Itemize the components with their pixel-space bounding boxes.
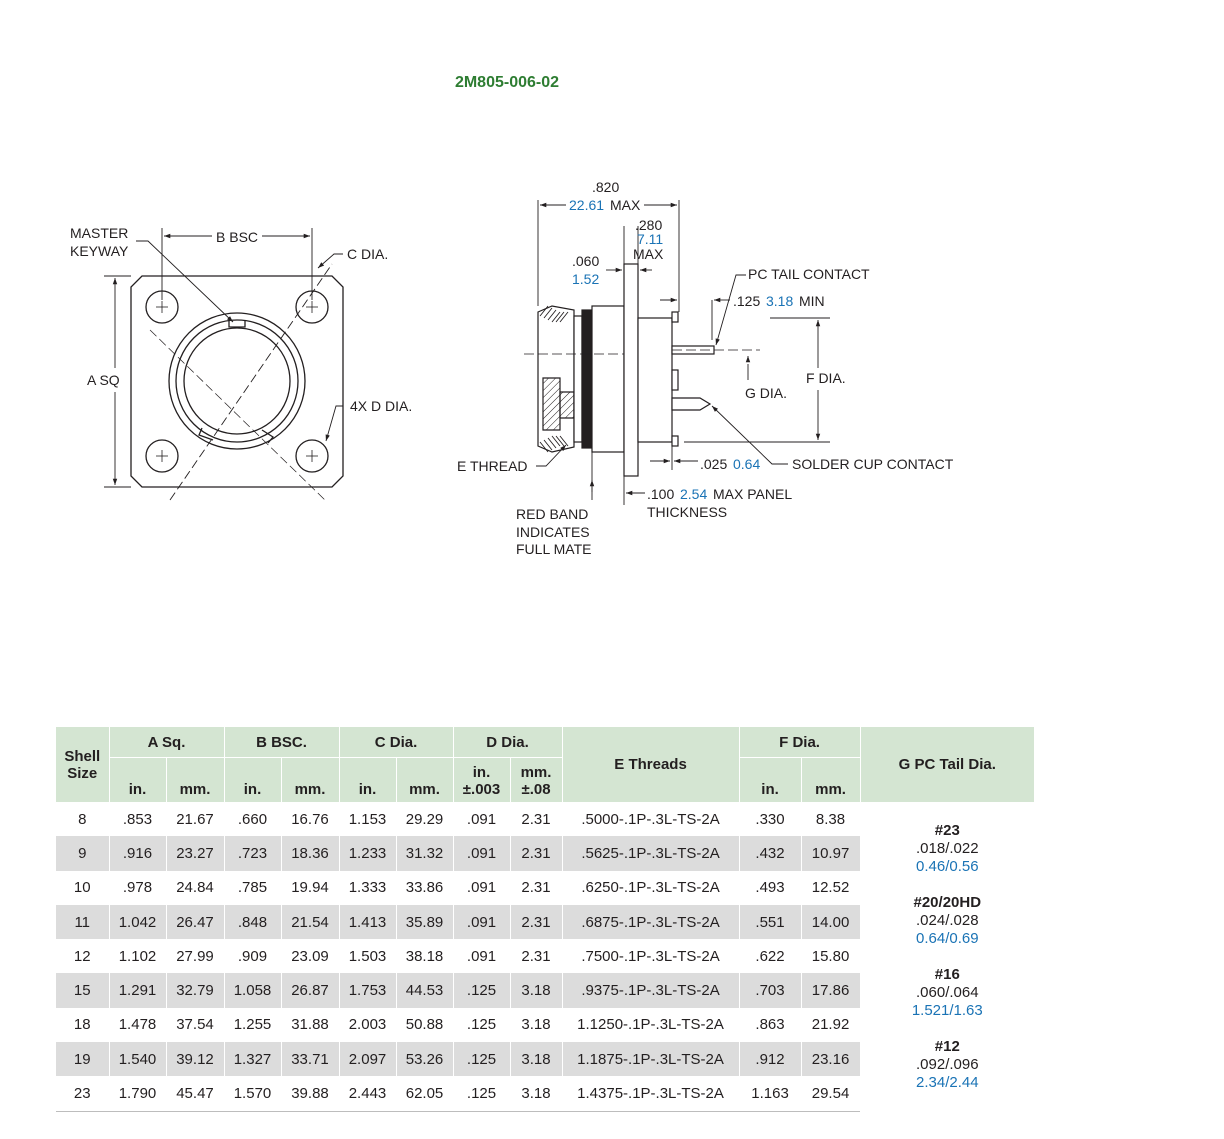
cell-d-in: .125 <box>453 1076 510 1111</box>
insert-face <box>184 328 290 434</box>
d-dia-label: 4X D DIA. <box>350 398 413 414</box>
g-dia-label: G DIA. <box>745 385 788 401</box>
cell-b-in: .785 <box>224 871 281 905</box>
cell-c-mm: 33.86 <box>396 871 453 905</box>
g-tail-entry <box>861 1038 1035 1092</box>
cell-f-mm: 12.52 <box>801 871 860 905</box>
cell-b-in: .909 <box>224 939 281 973</box>
cell-f-mm: 10.97 <box>801 836 860 870</box>
side-view <box>524 264 760 476</box>
overall-length-mm: 22.61 <box>569 197 605 213</box>
header-b-mm: mm. <box>281 758 339 803</box>
cell-b-in: 1.327 <box>224 1042 281 1076</box>
solder-cup-label: SOLDER CUP CONTACT <box>792 456 954 472</box>
cell-f-in: .330 <box>739 802 801 836</box>
header-b-bsc: B BSC. <box>224 727 339 758</box>
cell-d-in: .125 <box>453 1008 510 1042</box>
pc-min-in: .125 <box>733 293 761 309</box>
cell-f-mm: 14.00 <box>801 905 860 939</box>
cell-d-mm: 3.18 <box>510 1042 562 1076</box>
cell-c-mm: 44.53 <box>396 973 453 1007</box>
header-a-in: in. <box>109 758 166 803</box>
cell-a-in: 1.102 <box>109 939 166 973</box>
cell-e-thread: 1.1250-.1P-.3L-TS-2A <box>562 1008 739 1042</box>
c-dia-label: C DIA. <box>347 246 389 262</box>
front-view <box>131 264 343 500</box>
cell-c-in: 1.413 <box>339 905 396 939</box>
cell-a-in: 1.790 <box>109 1076 166 1111</box>
panel-dim-mm: 2.54 <box>680 486 708 502</box>
header-c-mm: mm. <box>396 758 453 803</box>
cell-e-thread: 1.4375-.1P-.3L-TS-2A <box>562 1076 739 1111</box>
cell-b-mm: 33.71 <box>281 1042 339 1076</box>
g-tail-mm: 0.64/0.69 <box>916 930 979 947</box>
g-tail-in: .024/.028 <box>916 912 979 929</box>
cell-e-thread: .9375-.1P-.3L-TS-2A <box>562 973 739 1007</box>
cell-f-in: 1.163 <box>739 1076 801 1111</box>
solder-dim-mm: 0.64 <box>733 456 761 472</box>
cell-c-mm: 50.88 <box>396 1008 453 1042</box>
rear-body <box>638 318 672 442</box>
cell-d-mm: 2.31 <box>510 802 562 836</box>
cell-b-in: .723 <box>224 836 281 870</box>
panel-label-2: THICKNESS <box>647 504 728 520</box>
cell-a-mm: 39.12 <box>166 1042 224 1076</box>
cell-c-mm: 29.29 <box>396 802 453 836</box>
cell-f-mm: 15.80 <box>801 939 860 973</box>
cell-d-in: .091 <box>453 836 510 870</box>
pc-tail-label: PC TAIL CONTACT <box>748 266 870 282</box>
g-tail-entry <box>861 894 1035 948</box>
header-f-in: in. <box>739 758 801 803</box>
header-shell-size: Shell Size <box>56 727 109 802</box>
g-tail-size: #20/20HD <box>913 894 982 911</box>
red-band-label-1: RED BAND <box>516 506 589 522</box>
cell-e-thread: .7500-.1P-.3L-TS-2A <box>562 939 739 973</box>
cell-b-mm: 19.94 <box>281 871 339 905</box>
cell-b-mm: 21.54 <box>281 905 339 939</box>
receptacle-shell <box>176 320 298 442</box>
g-tail-in: .092/.096 <box>916 1056 979 1073</box>
cell-shell-size: 19 <box>56 1042 109 1076</box>
flange-outline <box>131 276 343 487</box>
header-c-dia: C Dia. <box>339 727 453 758</box>
overall-length-in: .820 <box>592 179 620 195</box>
cell-a-in: .853 <box>109 802 166 836</box>
cell-c-in: 2.097 <box>339 1042 396 1076</box>
g-tail-cell <box>860 802 1034 1111</box>
cell-d-in: .091 <box>453 802 510 836</box>
master-keyway-label-2: KEYWAY <box>70 243 129 259</box>
cell-e-thread: 1.1875-.1P-.3L-TS-2A <box>562 1042 739 1076</box>
g-tail-mm: 0.46/0.56 <box>916 858 979 875</box>
cell-f-mm: 23.16 <box>801 1042 860 1076</box>
cell-b-mm: 31.88 <box>281 1008 339 1042</box>
header-d-mm: mm. ±.08 <box>510 758 562 803</box>
header-a-mm: mm. <box>166 758 224 803</box>
cell-shell-size: 11 <box>56 905 109 939</box>
cell-f-in: .912 <box>739 1042 801 1076</box>
cell-a-in: .916 <box>109 836 166 870</box>
cell-e-thread: .5625-.1P-.3L-TS-2A <box>562 836 739 870</box>
b-bsc-label: B BSC <box>216 229 259 245</box>
cell-shell-size: 10 <box>73 879 91 897</box>
cell-a-mm: 26.47 <box>166 905 224 939</box>
cell-a-mm: 21.67 <box>166 802 224 836</box>
cell-a-in: 1.478 <box>109 1008 166 1042</box>
cell-c-mm: 53.26 <box>396 1042 453 1076</box>
cell-a-mm: 27.99 <box>166 939 224 973</box>
cell-a-mm: 37.54 <box>166 1008 224 1042</box>
cell-f-in: .703 <box>739 973 801 1007</box>
side-flange <box>624 264 638 476</box>
cell-d-mm: 3.18 <box>510 1076 562 1111</box>
section-hatch <box>543 378 560 430</box>
cell-a-in: 1.042 <box>109 905 166 939</box>
a-sq-label: A SQ <box>87 372 120 388</box>
cell-b-in: .660 <box>224 802 281 836</box>
header-f-dia: F Dia. <box>739 727 860 758</box>
master-keyway-label-1: MASTER <box>70 225 129 241</box>
cell-f-in: .622 <box>739 939 801 973</box>
gap-dim-mm: 1.52 <box>572 271 600 287</box>
cell-e-thread: .6250-.1P-.3L-TS-2A <box>562 871 739 905</box>
header-f-mm: mm. <box>801 758 860 803</box>
cell-d-in: .091 <box>453 905 510 939</box>
cell-c-in: 1.233 <box>339 836 396 870</box>
header-d-in: in. ±.003 <box>453 758 510 803</box>
cell-f-mm: 21.92 <box>801 1008 860 1042</box>
cell-a-mm: 45.47 <box>166 1076 224 1111</box>
e-thread-label: E THREAD <box>457 458 528 474</box>
g-tail-size: #16 <box>934 966 960 983</box>
cell-shell-size: 12 <box>73 947 91 965</box>
gap-dim-in: .060 <box>572 253 600 269</box>
cell-b-in: 1.058 <box>224 973 281 1007</box>
part-number-title: 2M805-006-02 <box>454 74 560 91</box>
cell-f-mm: 29.54 <box>801 1076 860 1111</box>
pc-min-mm: 3.18 <box>766 293 794 309</box>
cell-c-in: 2.003 <box>339 1008 396 1042</box>
cell-d-mm: 3.18 <box>510 1008 562 1042</box>
cell-b-in: 1.255 <box>224 1008 281 1042</box>
cell-shell-size: 8 <box>78 810 87 828</box>
flange-dim-in: .280 <box>635 217 663 233</box>
cell-b-in: 1.570 <box>224 1076 281 1111</box>
table-row <box>56 802 1034 836</box>
cell-b-mm: 39.88 <box>281 1076 339 1111</box>
g-tail-size: #23 <box>934 822 960 839</box>
cell-c-mm: 35.89 <box>396 905 453 939</box>
cell-shell-size: 23 <box>56 1076 109 1111</box>
cell-b-mm: 23.09 <box>281 939 339 973</box>
cell-f-in: .551 <box>739 905 801 939</box>
cell-c-in: 1.753 <box>339 973 396 1007</box>
red-band <box>582 310 592 448</box>
cell-c-mm: 38.18 <box>396 939 453 973</box>
g-tail-entry <box>861 966 1035 1020</box>
panel-label-1: MAX PANEL <box>713 486 793 502</box>
cell-c-mm: 31.32 <box>396 836 453 870</box>
cell-a-in: 1.291 <box>109 973 166 1007</box>
header-d-dia: D Dia. <box>453 727 562 758</box>
cell-d-mm: 2.31 <box>510 905 562 939</box>
cell-a-in: .978 <box>109 871 166 905</box>
g-tail-in: .018/.022 <box>916 840 979 857</box>
cell-e-thread: .6875-.1P-.3L-TS-2A <box>562 905 739 939</box>
flange-dim-max: MAX <box>633 246 664 262</box>
cell-b-in: .848 <box>224 905 281 939</box>
pc-min-label: MIN <box>799 293 825 309</box>
g-tail-in: .060/.064 <box>916 984 979 1001</box>
cell-f-in: .493 <box>739 871 801 905</box>
cell-f-mm: 17.86 <box>801 973 860 1007</box>
g-tail-mm: 2.34/2.44 <box>916 1074 979 1091</box>
cell-c-in: 2.443 <box>339 1076 396 1111</box>
cell-a-mm: 24.84 <box>166 871 224 905</box>
cell-d-in: .125 <box>453 1042 510 1076</box>
cell-d-mm: 3.18 <box>510 973 562 1007</box>
cell-a-in: 1.540 <box>109 1042 166 1076</box>
g-tail-entry <box>861 822 1035 876</box>
cell-a-mm: 23.27 <box>166 836 224 870</box>
overall-length-max: MAX <box>610 197 641 213</box>
cell-c-in: 1.153 <box>339 802 396 836</box>
panel-dim-in: .100 <box>647 486 675 502</box>
cell-e-thread: .5000-.1P-.3L-TS-2A <box>562 802 739 836</box>
g-tail-size: #12 <box>934 1038 960 1055</box>
cell-f-in: .432 <box>739 836 801 870</box>
header-b-in: in. <box>224 758 281 803</box>
f-dia-label: F DIA. <box>806 370 846 386</box>
cell-shell-size: 15 <box>56 973 109 1007</box>
cell-f-in: .863 <box>739 1008 801 1042</box>
solder-cup-contact <box>672 398 710 410</box>
cell-c-in: 1.503 <box>339 939 396 973</box>
cell-d-mm: 2.31 <box>510 939 562 973</box>
cell-shell-size: 9 <box>56 836 109 870</box>
flange-dim-mm: 7.11 <box>637 231 664 247</box>
header-e-threads: E Threads <box>562 727 739 802</box>
cell-d-in: .091 <box>453 939 510 973</box>
cell-d-in: .125 <box>453 973 510 1007</box>
cell-d-mm: 2.31 <box>510 871 562 905</box>
cell-c-mm: 62.05 <box>396 1076 453 1111</box>
cell-d-mm: 2.31 <box>510 836 562 870</box>
cell-c-in: 1.333 <box>339 871 396 905</box>
dimensions-table <box>56 727 1034 1112</box>
header-g-tail: G PC Tail Dia. <box>860 727 1034 802</box>
header-a-sq: A Sq. <box>109 727 224 758</box>
cell-b-mm: 18.36 <box>281 836 339 870</box>
header-c-in: in. <box>339 758 396 803</box>
cell-f-mm: 8.38 <box>801 802 860 836</box>
cell-b-mm: 26.87 <box>281 973 339 1007</box>
cell-shell-size: 18 <box>73 1016 91 1034</box>
solder-dim-in: .025 <box>700 456 728 472</box>
cell-a-mm: 32.79 <box>166 973 224 1007</box>
cell-b-mm: 16.76 <box>281 802 339 836</box>
cell-d-in: .091 <box>453 871 510 905</box>
red-band-label-2: INDICATES <box>516 524 590 540</box>
red-band-label-3: FULL MATE <box>516 541 592 557</box>
g-tail-mm: 1.521/1.63 <box>911 1002 983 1019</box>
